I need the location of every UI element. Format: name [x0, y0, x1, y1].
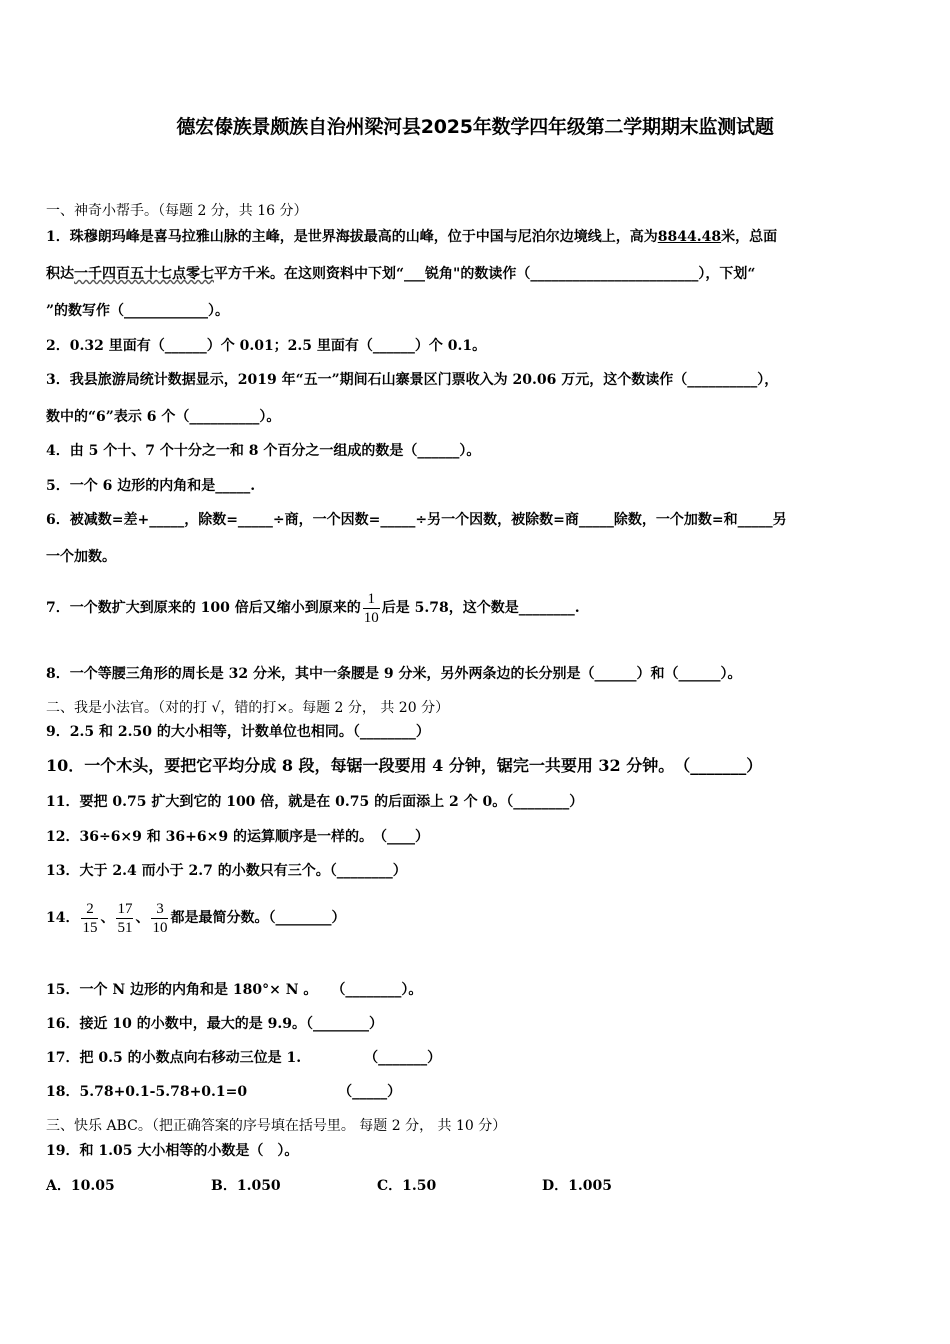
fraction-one-tenth: $\frac{1}{10}$ — [363, 590, 379, 626]
question-8: 8．一个等腰三角形的周长是 32 分米，其中一条腰是 9 分米，另外两条边的长分别是（______）和（______）。 — [46, 666, 742, 682]
question-7: 7．一个数扩大到原来的 100 倍后又缩小到原来的 $\frac{1}{10}$ 后是 5.78，这个数是________. — [46, 590, 580, 626]
mountain-height: 8844.48 — [657, 229, 722, 245]
fraction-17-51: $\frac{17}{51}$ — [117, 900, 133, 936]
question-6-line-2: 一个加数。 — [46, 549, 116, 565]
question-16: 16．接近 10 的小数中，最大的是 9.9。（________） — [46, 1016, 383, 1032]
option-b: B．1.050 — [211, 1178, 281, 1194]
question-17: 17．把 0.5 的小数点向右移动三位是 1. （_______） — [46, 1050, 442, 1066]
section-heading-1: 一、神奇小帮手。（每题 2 分，共 16 分） — [46, 203, 308, 219]
fraction-2-15: $\frac{2}{15}$ — [82, 900, 98, 936]
question-14: 14． $\frac{2}{15}$ 、 $\frac{17}{51}$ 、 $\frac{3}{10}$ 都是最简分数。（________） — [46, 900, 346, 936]
question-1-line-2: 积达一千四百五十七点零七平方千米。在这则资料中下划“___锐角"的数读作（________________________），下划“ — [46, 266, 756, 282]
section-heading-3: 三、快乐 ABC。（把正确答案的序号填在括号里。 每题 2 分， 共 10 分） — [46, 1118, 507, 1134]
question-10: 10．一个木头，要把它平均分成 8 段，每锯一段要用 4 分钟，锯完一共要用 32 分钟。 （_______） — [46, 756, 763, 775]
question-13: 13．大于 2.4 而小于 2.7 的小数只有三个。（________） — [46, 863, 407, 879]
question-3-line-1: 3．我县旅游局统计数据显示，2019 年“五一”期间石山寨景区门票收入为 20.06 万元，这个数读作（__________）， — [46, 372, 779, 388]
question-18: 18．5.78+0.1-5.78+0.1=0 （_____） — [46, 1084, 402, 1100]
question-9: 9．2.5 和 2.50 的大小相等，计数单位也相同。（________） — [46, 724, 430, 740]
question-15: 15．一个 N 边形的内角和是 180°× N 。 （________）。 — [46, 982, 423, 998]
question-19: 19．和 1.05 大小相等的小数是（ ）。 — [46, 1143, 299, 1159]
option-a: A．10.05 — [46, 1178, 115, 1194]
option-c: C．1.50 — [377, 1178, 437, 1194]
area-value: 一千四百五十七点零七 — [74, 266, 214, 282]
question-2: 2．0.32 里面有（______）个 0.01；2.5 里面有（______）个 0.1。 — [46, 338, 487, 354]
question-1-line-1: 1．珠穆朗玛峰是喜马拉雅山脉的主峰，是世界海拔最高的山峰，位于中国与尼泊尔边境线上，高为8844.48米，总面 — [46, 229, 778, 245]
question-12: 12．36÷6×9 和 36+6×9 的运算顺序是一样的。 （____） — [46, 829, 429, 845]
question-1-line-3: ”的数写作（____________）。 — [46, 303, 230, 319]
question-5: 5．一个 6 边形的内角和是_____. — [46, 478, 256, 494]
question-11: 11．要把 0.75 扩大到它的 100 倍，就是在 0.75 的后面添上 2 个 0。（________） — [46, 794, 584, 810]
fraction-3-10: $\frac{3}{10}$ — [152, 900, 168, 936]
page-title: 德宏傣族景颇族自治州梁河县2025年数学四年级第二学期期末监测试题 — [176, 116, 774, 138]
question-3-line-2: 数中的“6”表示 6 个（__________）。 — [46, 409, 281, 425]
section-heading-2: 二、我是小法官。（对的打 √，错的打×。每题 2 分， 共 20 分） — [46, 700, 450, 716]
option-d: D．1.005 — [542, 1178, 612, 1194]
question-6-line-1: 6．被减数=差+_____，除数=_____÷商，一个因数=_____÷另一个因数，被除数=商_____除数，一个加数=和_____另 — [46, 512, 787, 528]
question-4: 4．由 5 个十、7 个十分之一和 8 个百分之一组成的数是（______）。 — [46, 443, 481, 459]
